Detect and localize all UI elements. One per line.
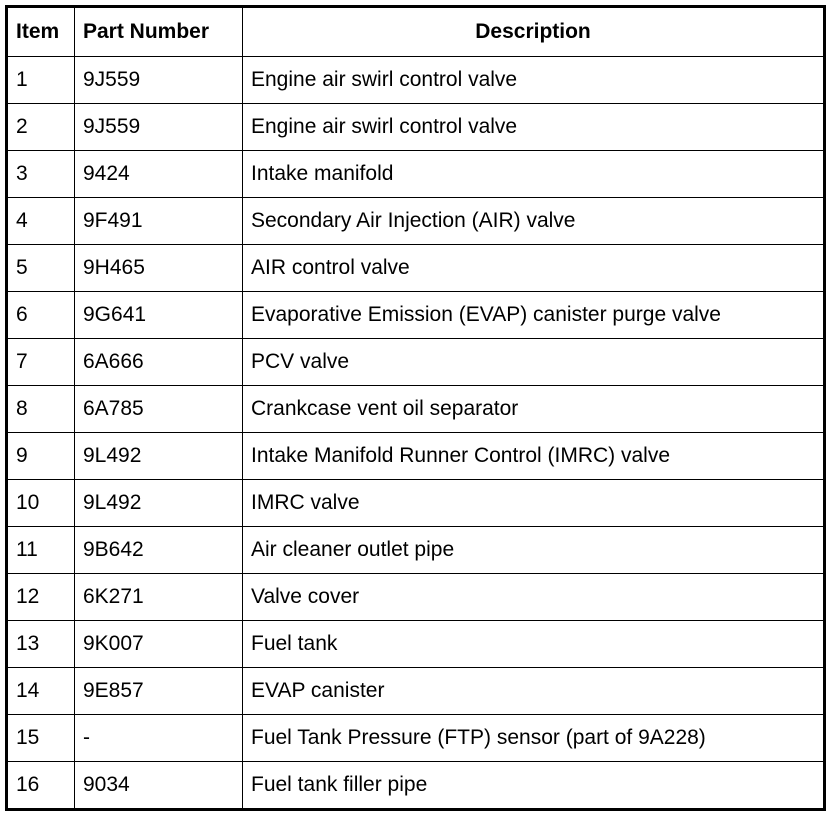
part-number-cell: 9L492 — [75, 480, 243, 527]
table-row — [7, 198, 825, 245]
item-cell: 9 — [7, 433, 75, 480]
table-row — [7, 151, 825, 198]
description-cell: Intake Manifold Runner Control (IMRC) valve — [243, 433, 825, 480]
table-row — [7, 480, 825, 527]
table-row — [7, 621, 825, 668]
part-number-cell: 9F491 — [75, 198, 243, 245]
table-row — [7, 527, 825, 574]
description-cell: AIR control valve — [243, 245, 825, 292]
description-cell: EVAP canister — [243, 668, 825, 715]
description-cell: Fuel tank filler pipe — [243, 762, 825, 810]
item-cell: 14 — [7, 668, 75, 715]
description-cell: Crankcase vent oil separator — [243, 386, 825, 433]
table-row — [7, 433, 825, 480]
part-number-cell: 9J559 — [75, 104, 243, 151]
description-cell: Intake manifold — [243, 151, 825, 198]
part-number-cell: 6A666 — [75, 339, 243, 386]
table-row — [7, 245, 825, 292]
column-header-part-number: Part Number — [75, 7, 243, 57]
part-number-cell: 9G641 — [75, 292, 243, 339]
table-row — [7, 339, 825, 386]
item-cell: 15 — [7, 715, 75, 762]
table-row — [7, 762, 825, 810]
description-cell: Engine air swirl control valve — [243, 57, 825, 104]
part-number-cell: 9H465 — [75, 245, 243, 292]
part-number-cell: 6A785 — [75, 386, 243, 433]
description-cell: Secondary Air Injection (AIR) valve — [243, 198, 825, 245]
item-cell: 11 — [7, 527, 75, 574]
item-cell: 6 — [7, 292, 75, 339]
item-cell: 7 — [7, 339, 75, 386]
part-number-cell: 9B642 — [75, 527, 243, 574]
item-cell: 13 — [7, 621, 75, 668]
description-cell: Fuel tank — [243, 621, 825, 668]
item-cell: 2 — [7, 104, 75, 151]
part-number-cell: 6K271 — [75, 574, 243, 621]
table-row — [7, 57, 825, 104]
table-body — [7, 57, 825, 810]
description-cell: PCV valve — [243, 339, 825, 386]
part-number-cell: 9K007 — [75, 621, 243, 668]
description-cell: Fuel Tank Pressure (FTP) sensor (part of 9A228) — [243, 715, 825, 762]
item-cell: 1 — [7, 57, 75, 104]
item-cell: 12 — [7, 574, 75, 621]
table-row — [7, 386, 825, 433]
table-row — [7, 668, 825, 715]
table-header-row — [7, 7, 825, 57]
item-cell: 8 — [7, 386, 75, 433]
description-cell: Air cleaner outlet pipe — [243, 527, 825, 574]
item-cell: 16 — [7, 762, 75, 810]
table-row — [7, 292, 825, 339]
table-row — [7, 715, 825, 762]
description-cell: IMRC valve — [243, 480, 825, 527]
parts-table — [5, 5, 826, 811]
column-header-description: Description — [243, 7, 825, 57]
part-number-cell: 9J559 — [75, 57, 243, 104]
part-number-cell: 9E857 — [75, 668, 243, 715]
part-number-cell: 9424 — [75, 151, 243, 198]
description-cell: Valve cover — [243, 574, 825, 621]
table-row — [7, 574, 825, 621]
part-number-cell: - — [75, 715, 243, 762]
column-header-item: Item — [7, 7, 75, 57]
part-number-cell: 9034 — [75, 762, 243, 810]
item-cell: 5 — [7, 245, 75, 292]
item-cell: 4 — [7, 198, 75, 245]
item-cell: 3 — [7, 151, 75, 198]
table-row — [7, 104, 825, 151]
description-cell: Engine air swirl control valve — [243, 104, 825, 151]
item-cell: 10 — [7, 480, 75, 527]
description-cell: Evaporative Emission (EVAP) canister purge valve — [243, 292, 825, 339]
part-number-cell: 9L492 — [75, 433, 243, 480]
